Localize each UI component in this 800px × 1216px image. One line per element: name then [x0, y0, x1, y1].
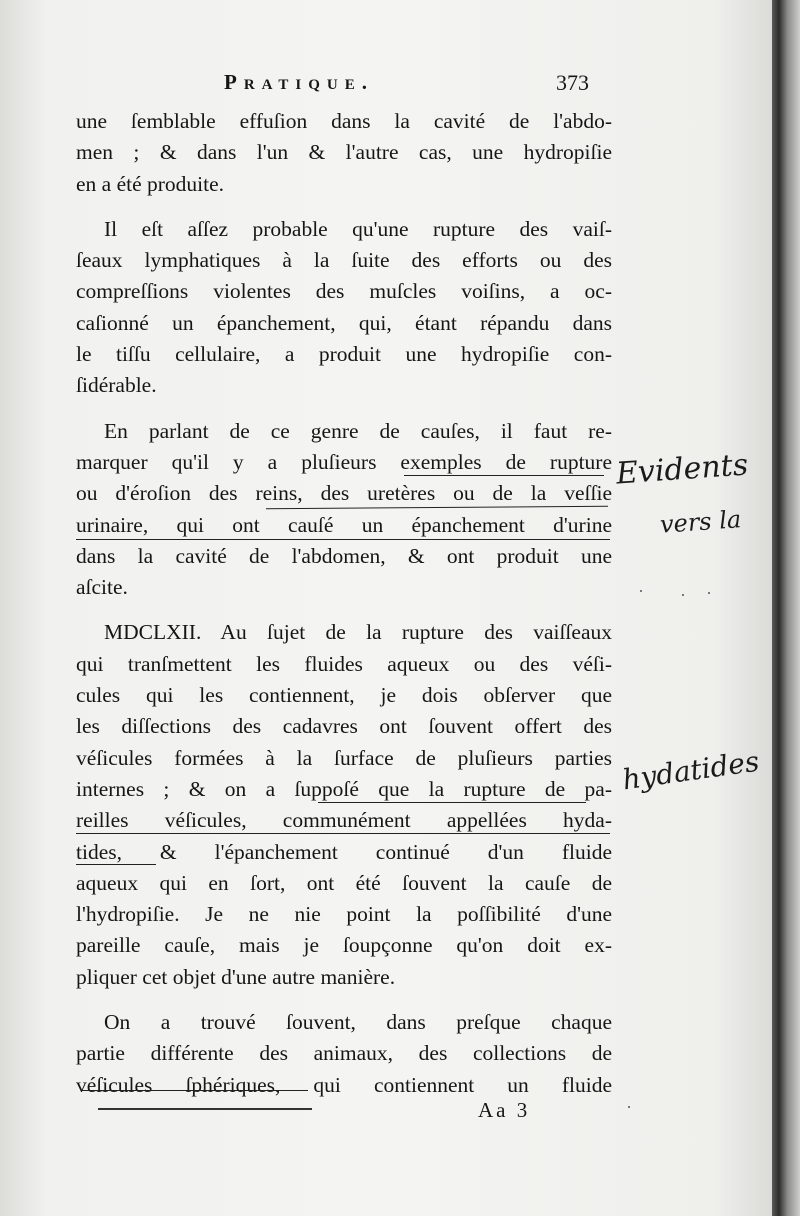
text-line: véſicules formées à la ſurface de pluſieurs parties [76, 745, 612, 770]
text-line: le tiſſu cellulaire, a produit une hydropiſie con- [76, 342, 612, 367]
text-line: aqueux qui en ſort, ont été ſouvent la cauſe de [76, 870, 612, 895]
ink-speck [708, 592, 710, 594]
text-line: urinaire, qui ont cauſé un épanchement d'urine [76, 512, 612, 537]
pen-underline [76, 833, 610, 834]
pen-underline [404, 475, 604, 476]
page-edge-binding [772, 0, 800, 1216]
text-line: men ; & dans l'un & l'autre cas, une hydropiſie [76, 140, 612, 165]
text-line: tides, & l'épanchement continué d'un fluide [76, 839, 612, 864]
text-line: caſionné un épanchement, qui, étant répandu dans [76, 310, 612, 335]
paragraph-2 [76, 214, 612, 402]
pen-underline [76, 539, 610, 540]
ink-speck [682, 594, 684, 596]
pen-underline [82, 1090, 308, 1091]
margin-note-1: Evidents [614, 447, 750, 492]
footer-rule [98, 1108, 312, 1110]
margin-note-2: vers la [659, 505, 743, 539]
pen-underline [76, 864, 156, 865]
text-line: On a trouvé ſouvent, dans preſque chaque [104, 1010, 612, 1035]
running-head: Pratique. [224, 70, 374, 94]
text-line: marquer qu'il y a pluſieurs exemples de rupture [76, 449, 612, 474]
text-line: cules qui les contiennent, je dois obſerver que [76, 683, 612, 708]
text-line: véſicules ſphériques, qui contiennent un fluide [76, 1072, 612, 1097]
text-line: ſidérable. [76, 373, 157, 398]
text-line: ſeaux lymphatiques à la ſuite des efforts ou des [76, 248, 612, 273]
text-line: les diſſections des cadavres ont ſouvent offert des [76, 714, 612, 739]
paragraph-1 [76, 106, 612, 200]
text-line: Il eſt aſſez probable qu'une rupture des vaiſ- [104, 216, 612, 241]
text-line: une ſemblable effuſion dans la cavité de l'abdo- [76, 109, 612, 133]
text-line: l'hydropiſie. Je ne nie point la poſſibilité d'une [76, 902, 612, 927]
text-line: aſcite. [76, 575, 128, 600]
text-line: internes ; & on a ſuppoſé que la rupture de pa- [76, 776, 612, 801]
text-line: MDCLXII. Au ſujet de la rupture des vaiſſeaux [104, 620, 612, 645]
page-header [0, 70, 775, 102]
body-text [76, 106, 612, 1101]
text-line: reilles véſicules, communément appellées hyda- [76, 808, 612, 833]
text-line: pareille cauſe, mais je ſoupçonne qu'on doit ex- [76, 933, 612, 958]
text-line: en a été produite. [76, 171, 225, 196]
page-number: 373 [556, 70, 589, 95]
ink-speck [628, 1106, 630, 1108]
pen-underline [318, 802, 586, 803]
text-line: qui tranſmettent les fluides aqueux ou des véſi- [76, 651, 612, 676]
catchword: Aa 3 [478, 1098, 531, 1122]
text-line: En parlant de ce genre de cauſes, il faut re- [104, 418, 612, 443]
paragraph-3 [76, 416, 612, 604]
paragraph-4 [76, 617, 612, 993]
ink-speck [640, 590, 642, 592]
paragraph-5 [76, 1007, 612, 1101]
text-line: pliquer cet objet d'une autre manière. [76, 964, 396, 989]
margin-note-3: hydatides [620, 744, 762, 797]
text-line: ou d'éroſion des reins, des uretères ou de la veſſie [76, 481, 612, 506]
text-line: dans la cavité de l'abdomen, & ont produit une [76, 543, 612, 568]
text-line: compreſſions violentes des muſcles voiſins, a oc- [76, 279, 612, 304]
text-line: partie différente des animaux, des collections de [76, 1041, 612, 1066]
